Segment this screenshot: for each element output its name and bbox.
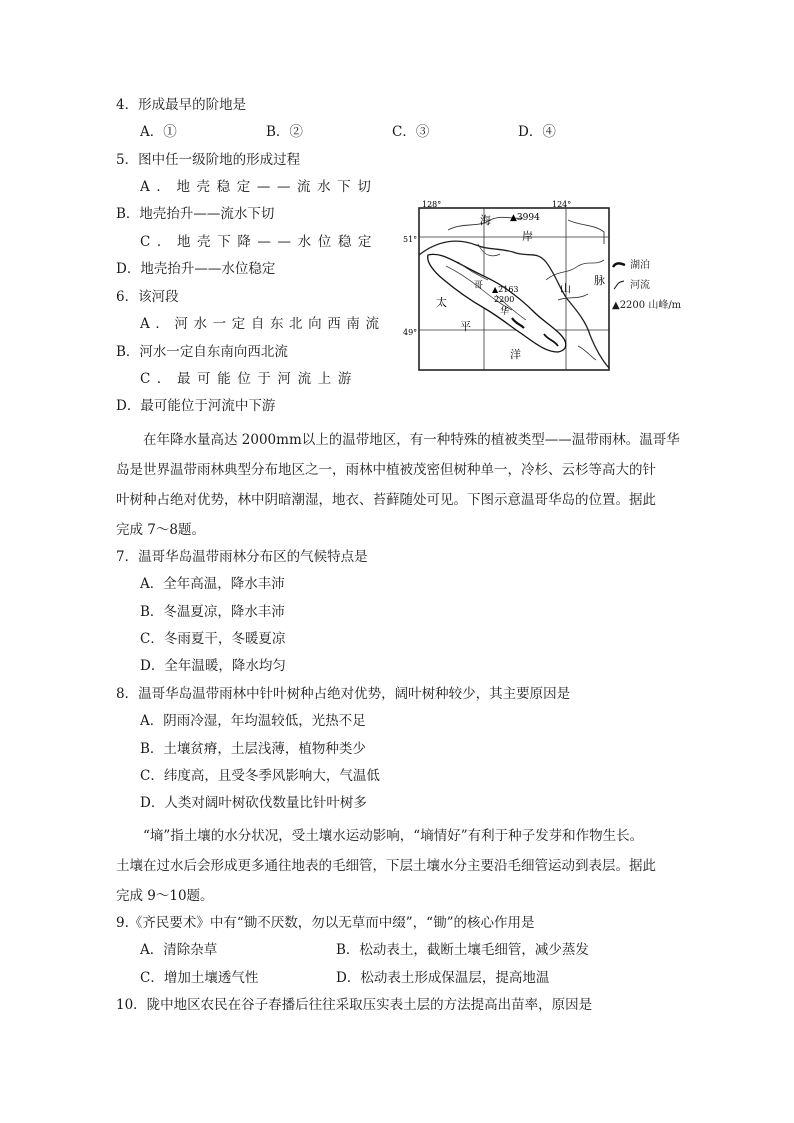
q6-option-a: A．河水一定自东北向西南流 <box>140 316 385 332</box>
q4-stem: 4．形成最早的阶地是 <box>116 97 247 113</box>
q6-option-d: D．最可能位于河流中下游 <box>116 398 276 414</box>
q7-option-d: D．全年温暖，降水均匀 <box>140 658 286 674</box>
q10-stem: 10．陇中地区农民在谷子春播后往往采取压实表土层的方法提高出苗率，原因是 <box>116 997 593 1013</box>
passage1-line-2: 岛是世界温带雨林典型分布地区之一，雨林中植被茂密但树种单一，冷杉、云杉等高大的针 <box>116 462 656 478</box>
lon-label-right: 124° <box>552 200 572 209</box>
q8-option-d: D．人类对阔叶树砍伐数量比针叶树多 <box>140 795 367 811</box>
q8-option-a: A．阴雨冷湿，年均温较低，光热不足 <box>140 713 366 729</box>
q8-option-c: C．纬度高，且受冬季风影响大，气温低 <box>140 768 380 784</box>
lon-label-left: 128° <box>422 200 442 209</box>
map-label-ocean-2: 平 <box>460 320 471 333</box>
q7-option-c: C．冬雨夏干，冬暖夏凉 <box>140 631 286 647</box>
q6-option-b: B．河水一定自东南向西北流 <box>116 344 288 360</box>
passage1-line-1: 在年降水量高达 2000mm以上的温带地区，有一种特殊的植被类型——温带雨林。温哥华 <box>143 432 680 448</box>
lat-label-top: 51° <box>403 235 418 244</box>
passage2-line-3: 完成 9～10题。 <box>116 888 214 904</box>
passage1-line-3: 叶树种占绝对优势，林中阴暗潮湿，地衣、苔藓随处可见。下图示意温哥华岛的位置。据此 <box>116 492 656 508</box>
q5-stem: 5．图中任一级阶地的形成过程 <box>116 152 301 168</box>
q4-option-a: A．① <box>140 124 177 140</box>
q7-option-b: B．冬温夏凉，降水丰沛 <box>140 604 285 620</box>
map-label-island-2: 华 <box>500 307 510 317</box>
map-label-mountain-1: 山 <box>560 282 571 295</box>
q8-stem: 8．温哥华岛温带雨林中针叶树种占绝对优势，阔叶树种较少，其主要原因是 <box>116 686 571 702</box>
map-peak-2163: ▲2163 <box>492 285 519 294</box>
map-peak-3994: ▲3994 <box>510 213 540 223</box>
vancouver-island-map <box>403 200 610 372</box>
q4-option-d: D．④ <box>518 124 556 140</box>
legend-river: 河流 <box>612 276 681 296</box>
q9-option-c: C．增加土壤透气性 <box>140 970 259 986</box>
q9-option-d: D．松动表土形成保温层，提高地温 <box>336 970 550 986</box>
q9-option-b: B．松动表土，截断土壤毛细管，减少蒸发 <box>336 942 589 958</box>
map-label-coast: 岸 <box>522 230 533 243</box>
q6-stem: 6．该河段 <box>116 289 179 305</box>
q7-option-a: A．全年高温，降水丰沛 <box>140 576 285 592</box>
q5-option-c: C．地壳下降——水位稳定 <box>140 234 379 250</box>
passage2-line-1: “墒”指土壤的水分状况，受土壤水运动影响，“墒情好”有利于种子发芽和作物生长。 <box>143 828 644 844</box>
q8-option-b: B．土壤贫瘠，土层浅薄，植物种类少 <box>140 741 366 757</box>
map-label-sea: 海 <box>480 214 491 227</box>
map-legend <box>612 256 681 316</box>
q4-option-b: B．② <box>266 124 303 140</box>
q7-stem: 7．温哥华岛温带雨林分布区的气候特点是 <box>116 549 368 565</box>
map-label-ocean-1: 太 <box>436 296 447 309</box>
q5-option-b: B．地壳抬升——流水下切 <box>116 206 275 222</box>
passage1-line-4: 完成 7～8题。 <box>116 522 205 538</box>
lake-icon <box>612 260 626 270</box>
q5-option-d: D．地壳抬升——水位稳定 <box>116 261 276 277</box>
q4-option-c: C．③ <box>392 124 430 140</box>
q9-stem: 9.《齐民要术》中有“锄不厌数，勿以无草而中缀”，“锄”的核心作用是 <box>116 915 535 931</box>
map-label-mountain-2: 脉 <box>594 274 605 287</box>
map-peak-2200: 2200 <box>494 295 515 304</box>
map-label-island-1: 哥 <box>474 281 484 291</box>
passage2-line-2: 土壤在过水后会形成更多通往地表的毛细管，下层土壤水分主要沿毛细管运动到表层。据此 <box>116 858 656 874</box>
river-icon <box>612 280 626 290</box>
legend-lake: 湖泊 <box>612 256 681 276</box>
q5-option-a: A．地壳稳定——流水下切 <box>140 179 378 195</box>
q6-option-c: C．最可能位于河流上游 <box>140 371 358 387</box>
map-label-ocean-3: 洋 <box>510 348 521 361</box>
legend-peak: ▲2200 山峰/m <box>612 300 682 311</box>
lat-label-bottom: 49° <box>403 328 418 337</box>
q9-option-a: A．清除杂草 <box>140 942 218 958</box>
